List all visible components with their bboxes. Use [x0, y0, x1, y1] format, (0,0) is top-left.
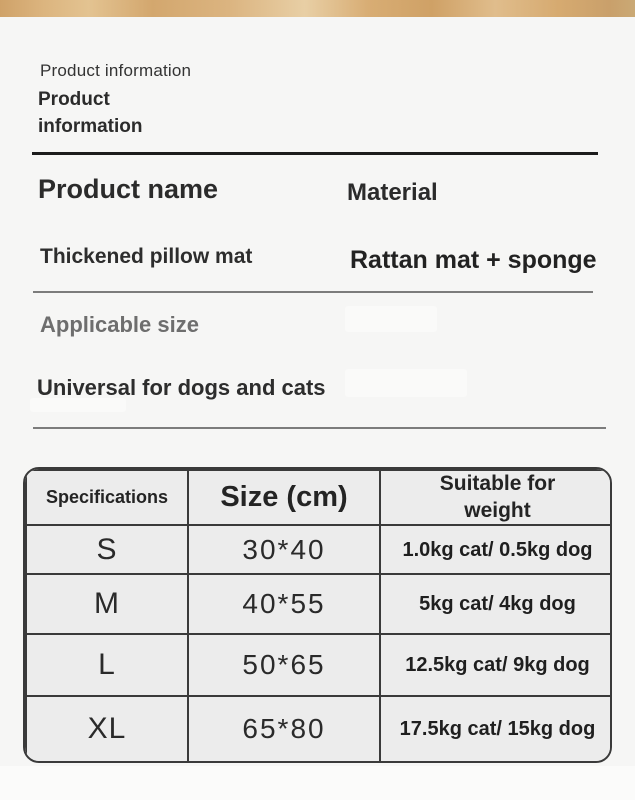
- divider-top: [32, 152, 598, 155]
- size-cell: 50*65: [188, 634, 380, 696]
- size-cell: 30*40: [188, 525, 380, 574]
- section-title: Product information: [38, 89, 143, 137]
- spec-cell: M: [26, 574, 188, 634]
- wood-texture-banner: [0, 0, 635, 17]
- erased-text-patch: [345, 306, 437, 332]
- bottom-margin-strip: [0, 766, 635, 800]
- size-cell: 65*80: [188, 696, 380, 762]
- size-chart-table: [23, 467, 612, 763]
- table-row-s: [26, 525, 612, 574]
- material-label: Material: [347, 179, 438, 206]
- spec-cell: XL: [26, 696, 188, 762]
- table-row-xl: [26, 696, 612, 762]
- product-name-value: Thickened pillow mat: [40, 245, 253, 268]
- weight-cell: 17.5kg cat/ 15kg dog: [380, 696, 612, 762]
- table-row-l: [26, 634, 612, 696]
- header-size-cm: Size (cm): [188, 470, 380, 525]
- spec-cell: L: [26, 634, 188, 696]
- material-value: Rattan mat + sponge: [350, 246, 597, 274]
- spec-cell: S: [26, 525, 188, 574]
- weight-cell: 12.5kg cat/ 9kg dog: [380, 634, 612, 696]
- product-name-label: Product name: [38, 174, 219, 204]
- divider-bottom: [33, 427, 606, 429]
- applicable-size-label: Applicable size: [40, 312, 199, 337]
- applicable-size-value: Universal for dogs and cats: [37, 375, 326, 400]
- weight-cell: 5kg cat/ 4kg dog: [380, 574, 612, 634]
- erased-text-patch: [345, 369, 467, 397]
- header-specifications: Specifications: [26, 470, 188, 525]
- header-suitable-weight: Suitable for weight: [380, 470, 612, 525]
- size-cell: 40*55: [188, 574, 380, 634]
- right-margin-strip: [635, 0, 642, 800]
- table-header-row: [26, 470, 612, 525]
- weight-cell: 1.0kg cat/ 0.5kg dog: [380, 525, 612, 574]
- table-row-m: [26, 574, 612, 634]
- divider-middle: [33, 291, 593, 293]
- section-label-small: Product information: [40, 61, 192, 80]
